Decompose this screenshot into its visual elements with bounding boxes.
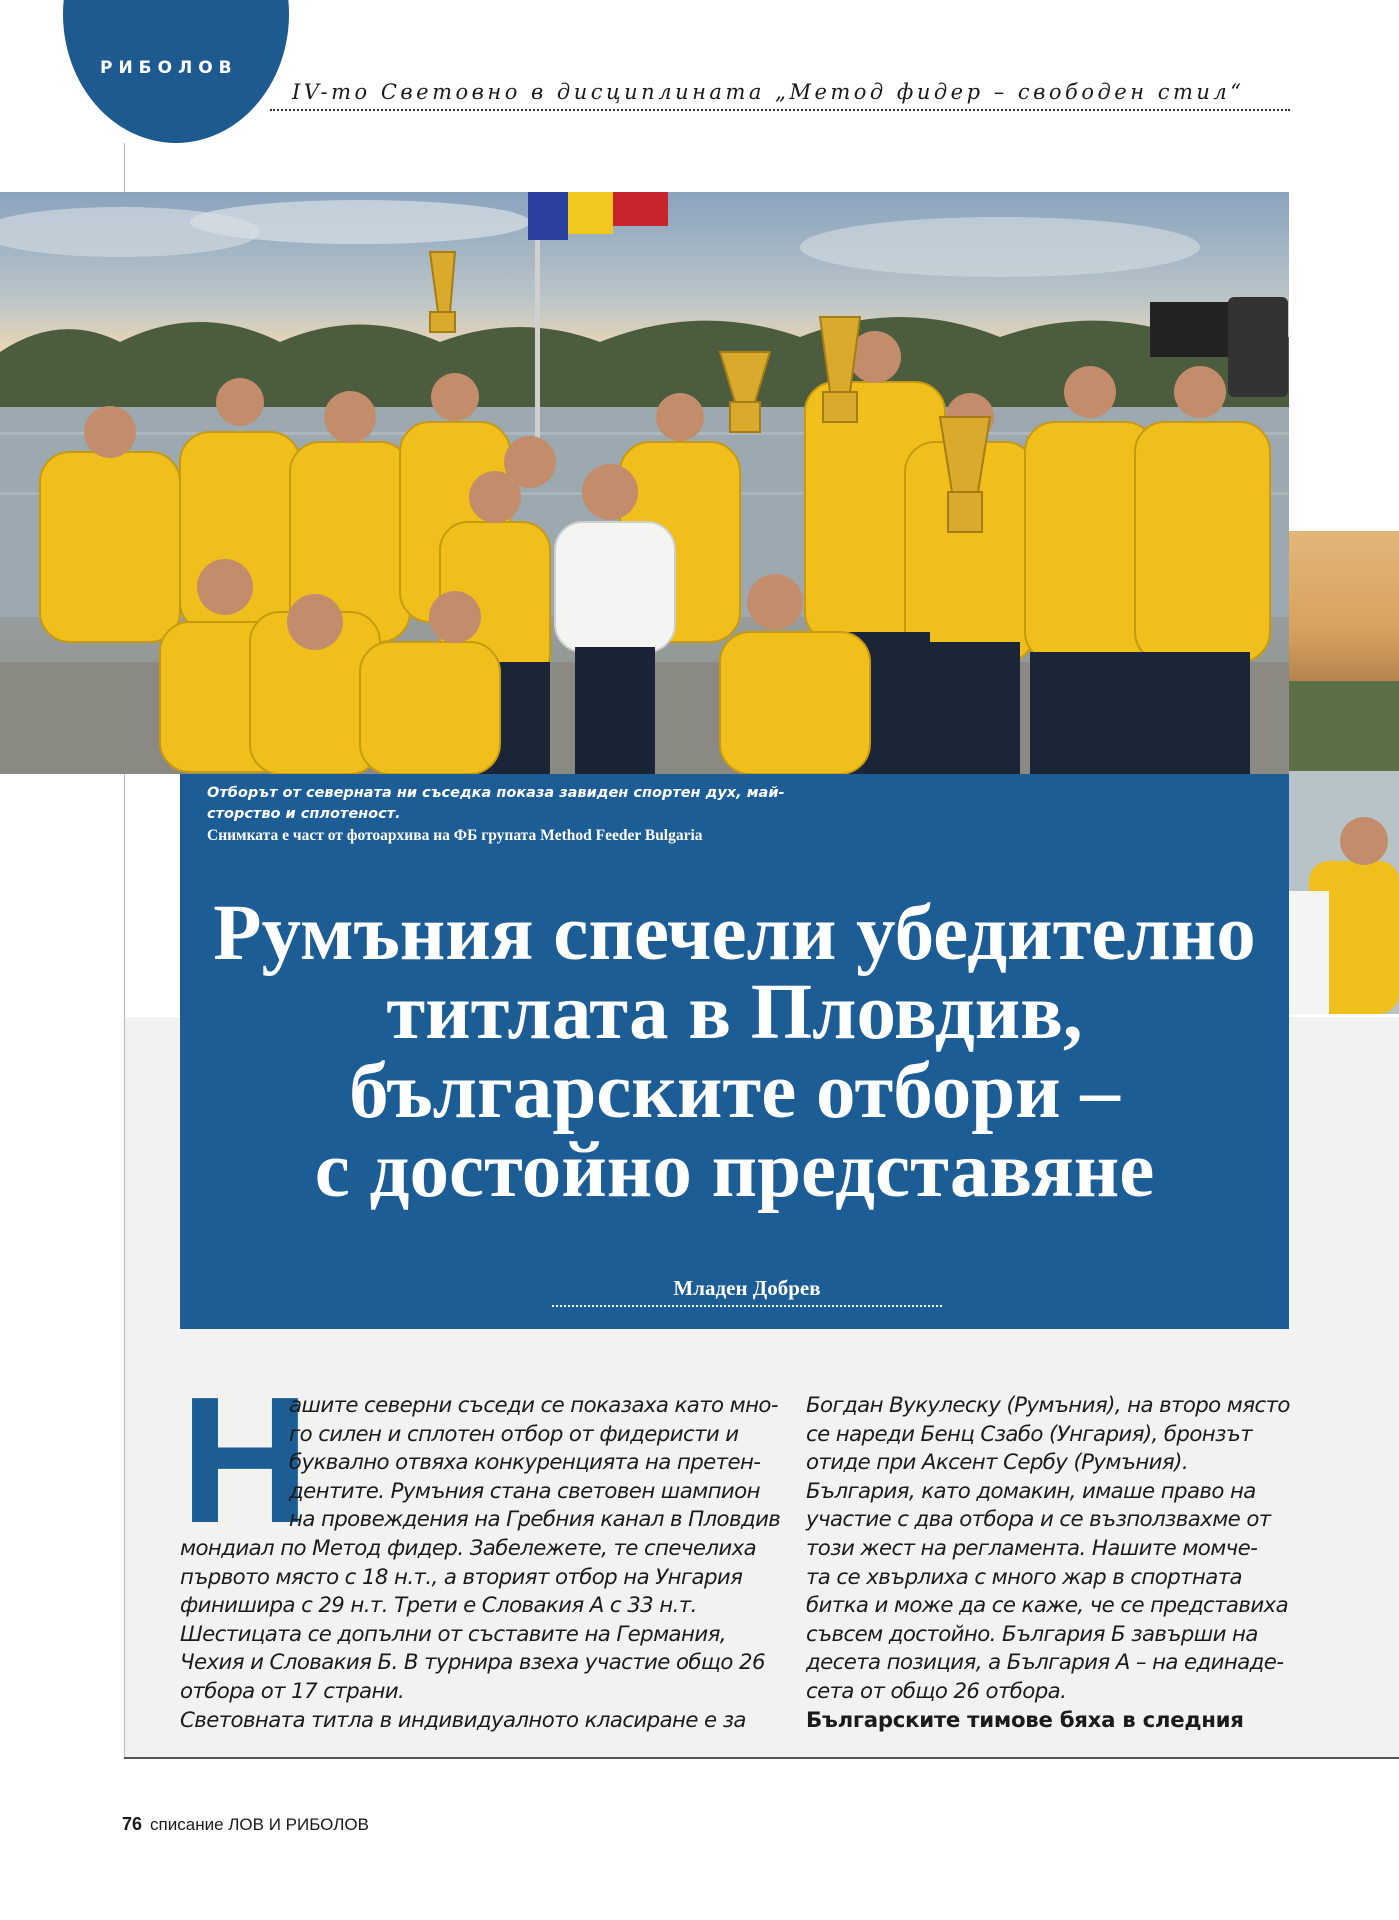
body-line: първото място с 18 н.т., а вторият отбор на Унгария <box>180 1564 743 1590</box>
body-line: буквално отвяха конкуренцията на претен- <box>289 1450 761 1476</box>
photo-caption <box>207 783 927 846</box>
body-line: на провеждения на Гребния канал в Пловдив <box>289 1507 781 1533</box>
body-line: дентите. Румъния стана световен шампион <box>289 1478 760 1504</box>
team-photo <box>0 192 1289 774</box>
secondary-photo <box>1289 531 1399 1014</box>
body-line: участие с два отбора и се възползвахме от <box>806 1507 1271 1533</box>
body-line: битка и може да се каже, че се представиха <box>806 1593 1289 1619</box>
byline-rule <box>552 1305 942 1307</box>
body-column-left <box>180 1360 781 1735</box>
body-line: Чехия и Словакия Б. В турнира взеха участие общо 26 <box>180 1650 765 1676</box>
photo-credit: Снимката е част от фотоархива на ФБ групата Method Feeder Bulgaria <box>207 827 703 844</box>
page-number: 76 <box>122 1814 143 1834</box>
headline-line: Румъния спечели убедително <box>213 890 1256 977</box>
headline-line: българските отбори – <box>349 1048 1120 1135</box>
body-line: този жест на регламента. Нашите момче- <box>806 1535 1258 1561</box>
headline-line: титлата в Пловдив, <box>386 969 1083 1056</box>
drop-cap-letter: Н <box>180 1360 310 1561</box>
article-headline <box>180 890 1289 1214</box>
kicker-title: IV-то Световно в дисциплината „Метод фидер – свободен стил“ <box>292 80 1245 104</box>
page-footer <box>122 1814 369 1835</box>
publication-name: списание ЛОВ И РИБОЛОВ <box>150 1815 369 1834</box>
author-byline: Младен Добрев <box>673 1276 821 1300</box>
secondary-photo-illustration <box>1289 531 1399 1014</box>
caption-line: Отборът от северната ни съседка показа завиден спортен дух, май- <box>207 785 785 801</box>
team-photo-illustration <box>0 192 1289 774</box>
body-line: сета от общо 26 отбора. <box>806 1678 1067 1704</box>
body-line: десета позиция, а България А – на единаде- <box>806 1650 1284 1676</box>
body-line: ашите северни съседи се показаха като мно- <box>289 1393 778 1418</box>
body-line: та се хвърлиха с много жар в спортната <box>806 1564 1242 1590</box>
section-label: РИБОЛОВ <box>100 58 238 78</box>
frame-rule-bottom <box>124 1757 1399 1759</box>
body-line: България, като домакин, имаше право на <box>806 1478 1256 1504</box>
body-subheading: Българските тимове бяха в следния <box>806 1707 1244 1733</box>
kicker-rule <box>270 109 1290 111</box>
body-line: мондиал по Метод фидер. Забележете, те спечелиха <box>180 1535 757 1561</box>
headline-line: с достойно представяне <box>314 1127 1155 1214</box>
body-line: Шестицата се допълни от съставите на Германия, <box>180 1621 726 1647</box>
body-column-right <box>806 1392 1306 1735</box>
body-line: отбора от 17 страни. <box>180 1678 405 1704</box>
body-line: съвсем достойно. България Б завърши на <box>806 1621 1258 1647</box>
body-line: се нареди Бенц Сзабо (Унгария), бронзът <box>806 1421 1253 1447</box>
headline-box <box>180 774 1289 1329</box>
body-line: Световната титла в индивидуалното класиране е за <box>180 1707 746 1733</box>
body-line: отиде при Аксент Сербу (Румъния). <box>806 1450 1188 1476</box>
body-line: финишира с 29 н.т. Трети е Словакия А с 33 н.т. <box>180 1593 697 1619</box>
body-line: го силен и сплотен отбор от фидеристи и <box>289 1421 739 1447</box>
caption-line: сторство и сплотеност. <box>207 806 401 822</box>
body-line: Богдан Вукулеску (Румъния), на второ място <box>806 1393 1290 1418</box>
